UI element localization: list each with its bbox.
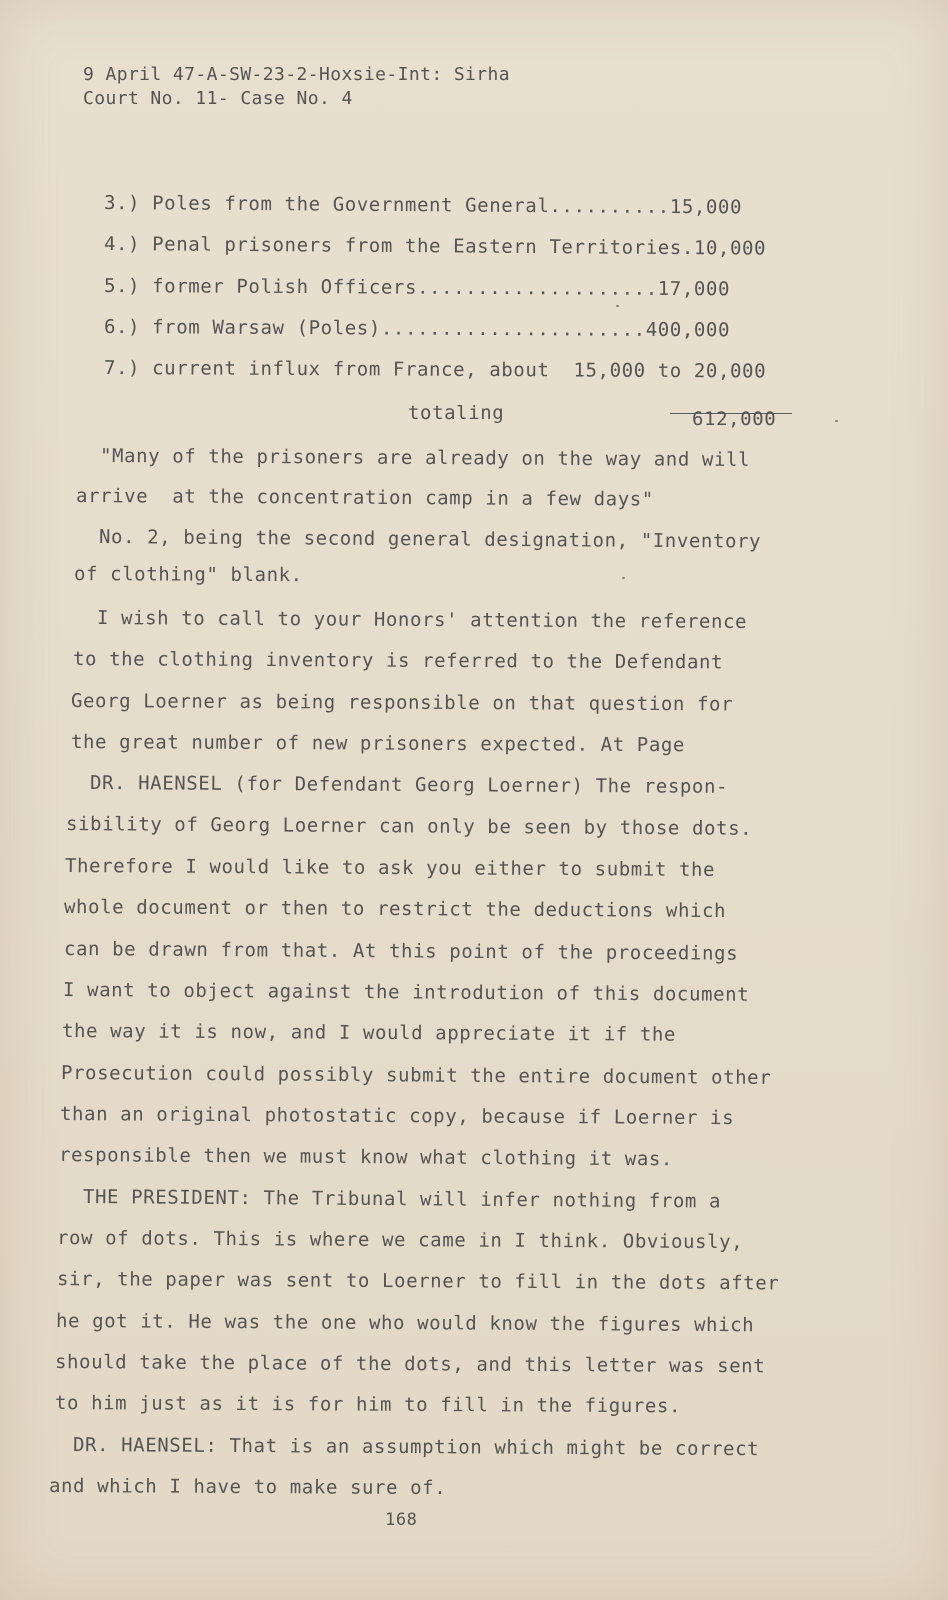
body-line: Prosecution could possibly submit the entire document other [60, 1062, 772, 1089]
body-line: Therefore I would like to ask you either to submit the [64, 855, 716, 881]
body-line: whole document or then to restrict the deductions which [63, 896, 727, 923]
body-line: can be drawn from that. At this point of the proceedings [63, 938, 739, 965]
body-line: and which I have to make sure of. [48, 1475, 447, 1500]
body-line: row of dots. This is where we came in I think. Obviously, [56, 1227, 744, 1254]
header-line-1: 9 April 47-A-SW-23-2-Hoxsie-Int: Sirha [83, 64, 511, 85]
body-line: to him just as it is for him to fill in the figures. [54, 1392, 682, 1418]
body-line: responsible then we must know what clothing it was. [58, 1144, 674, 1171]
list-item: 4.) Penal prisoners from the Eastern Territories.10,000 [103, 233, 767, 260]
paper-speck [616, 305, 619, 307]
total-label: totaling [408, 402, 505, 424]
paper-speck [835, 420, 838, 422]
body-line: THE PRESIDENT: The Tribunal will infer nothing from a [82, 1186, 722, 1213]
list-item: 5.) former Polish Officers....................17,000 [103, 275, 731, 301]
body-line: sibility of Georg Loerner can only be seen by those dots. [65, 813, 753, 840]
list-item: 6.) from Warsaw (Poles)......................400,000 [103, 316, 731, 342]
body-line: than an original photostatic copy, because if Loerner is [59, 1103, 735, 1130]
paper-speck [622, 577, 625, 579]
body-line: sir, the paper was sent to Loerner to fill in the dots after [56, 1268, 780, 1295]
body-line: I want to object against the introdution of this document [62, 979, 750, 1006]
body-line: I wish to call to your Honors' attention the reference [96, 607, 748, 633]
total-value: 612,000 [692, 408, 777, 430]
body-line: to the clothing inventory is referred to the Defendant [72, 648, 724, 674]
body-line: arrive at the concentration camp in a few days" [75, 485, 654, 511]
body-line: the way it is now, and I would appreciate it if the [61, 1020, 677, 1046]
list-item: 7.) current influx from France, about 15,000 to 20,000 [103, 357, 767, 383]
page-number: 168 [385, 1510, 418, 1530]
body-line: "Many of the prisoners are already on the way and will [99, 445, 751, 471]
body-line: No. 2, being the second general designation, "Inventory [98, 526, 762, 553]
list-item: 3.) Poles from the Government General..........15,000 [103, 192, 743, 219]
body-line: the great number of new prisoners expected. At Page [70, 731, 686, 757]
body-line: of clothing" blank. [73, 563, 303, 587]
body-line: he got it. He was the one who would know the figures which [55, 1310, 755, 1337]
body-line: DR. HAENSEL (for Defendant Georg Loerner) The respon- [89, 772, 729, 798]
header-line-2: Court No. 11- Case No. 4 [83, 88, 353, 109]
body-line: Georg Loerner as being responsible on that question for [70, 690, 734, 716]
body-line: should take the place of the dots, and this letter was sent [54, 1351, 766, 1378]
body-line: DR. HAENSEL: That is an assumption which might be correct [72, 1434, 760, 1461]
